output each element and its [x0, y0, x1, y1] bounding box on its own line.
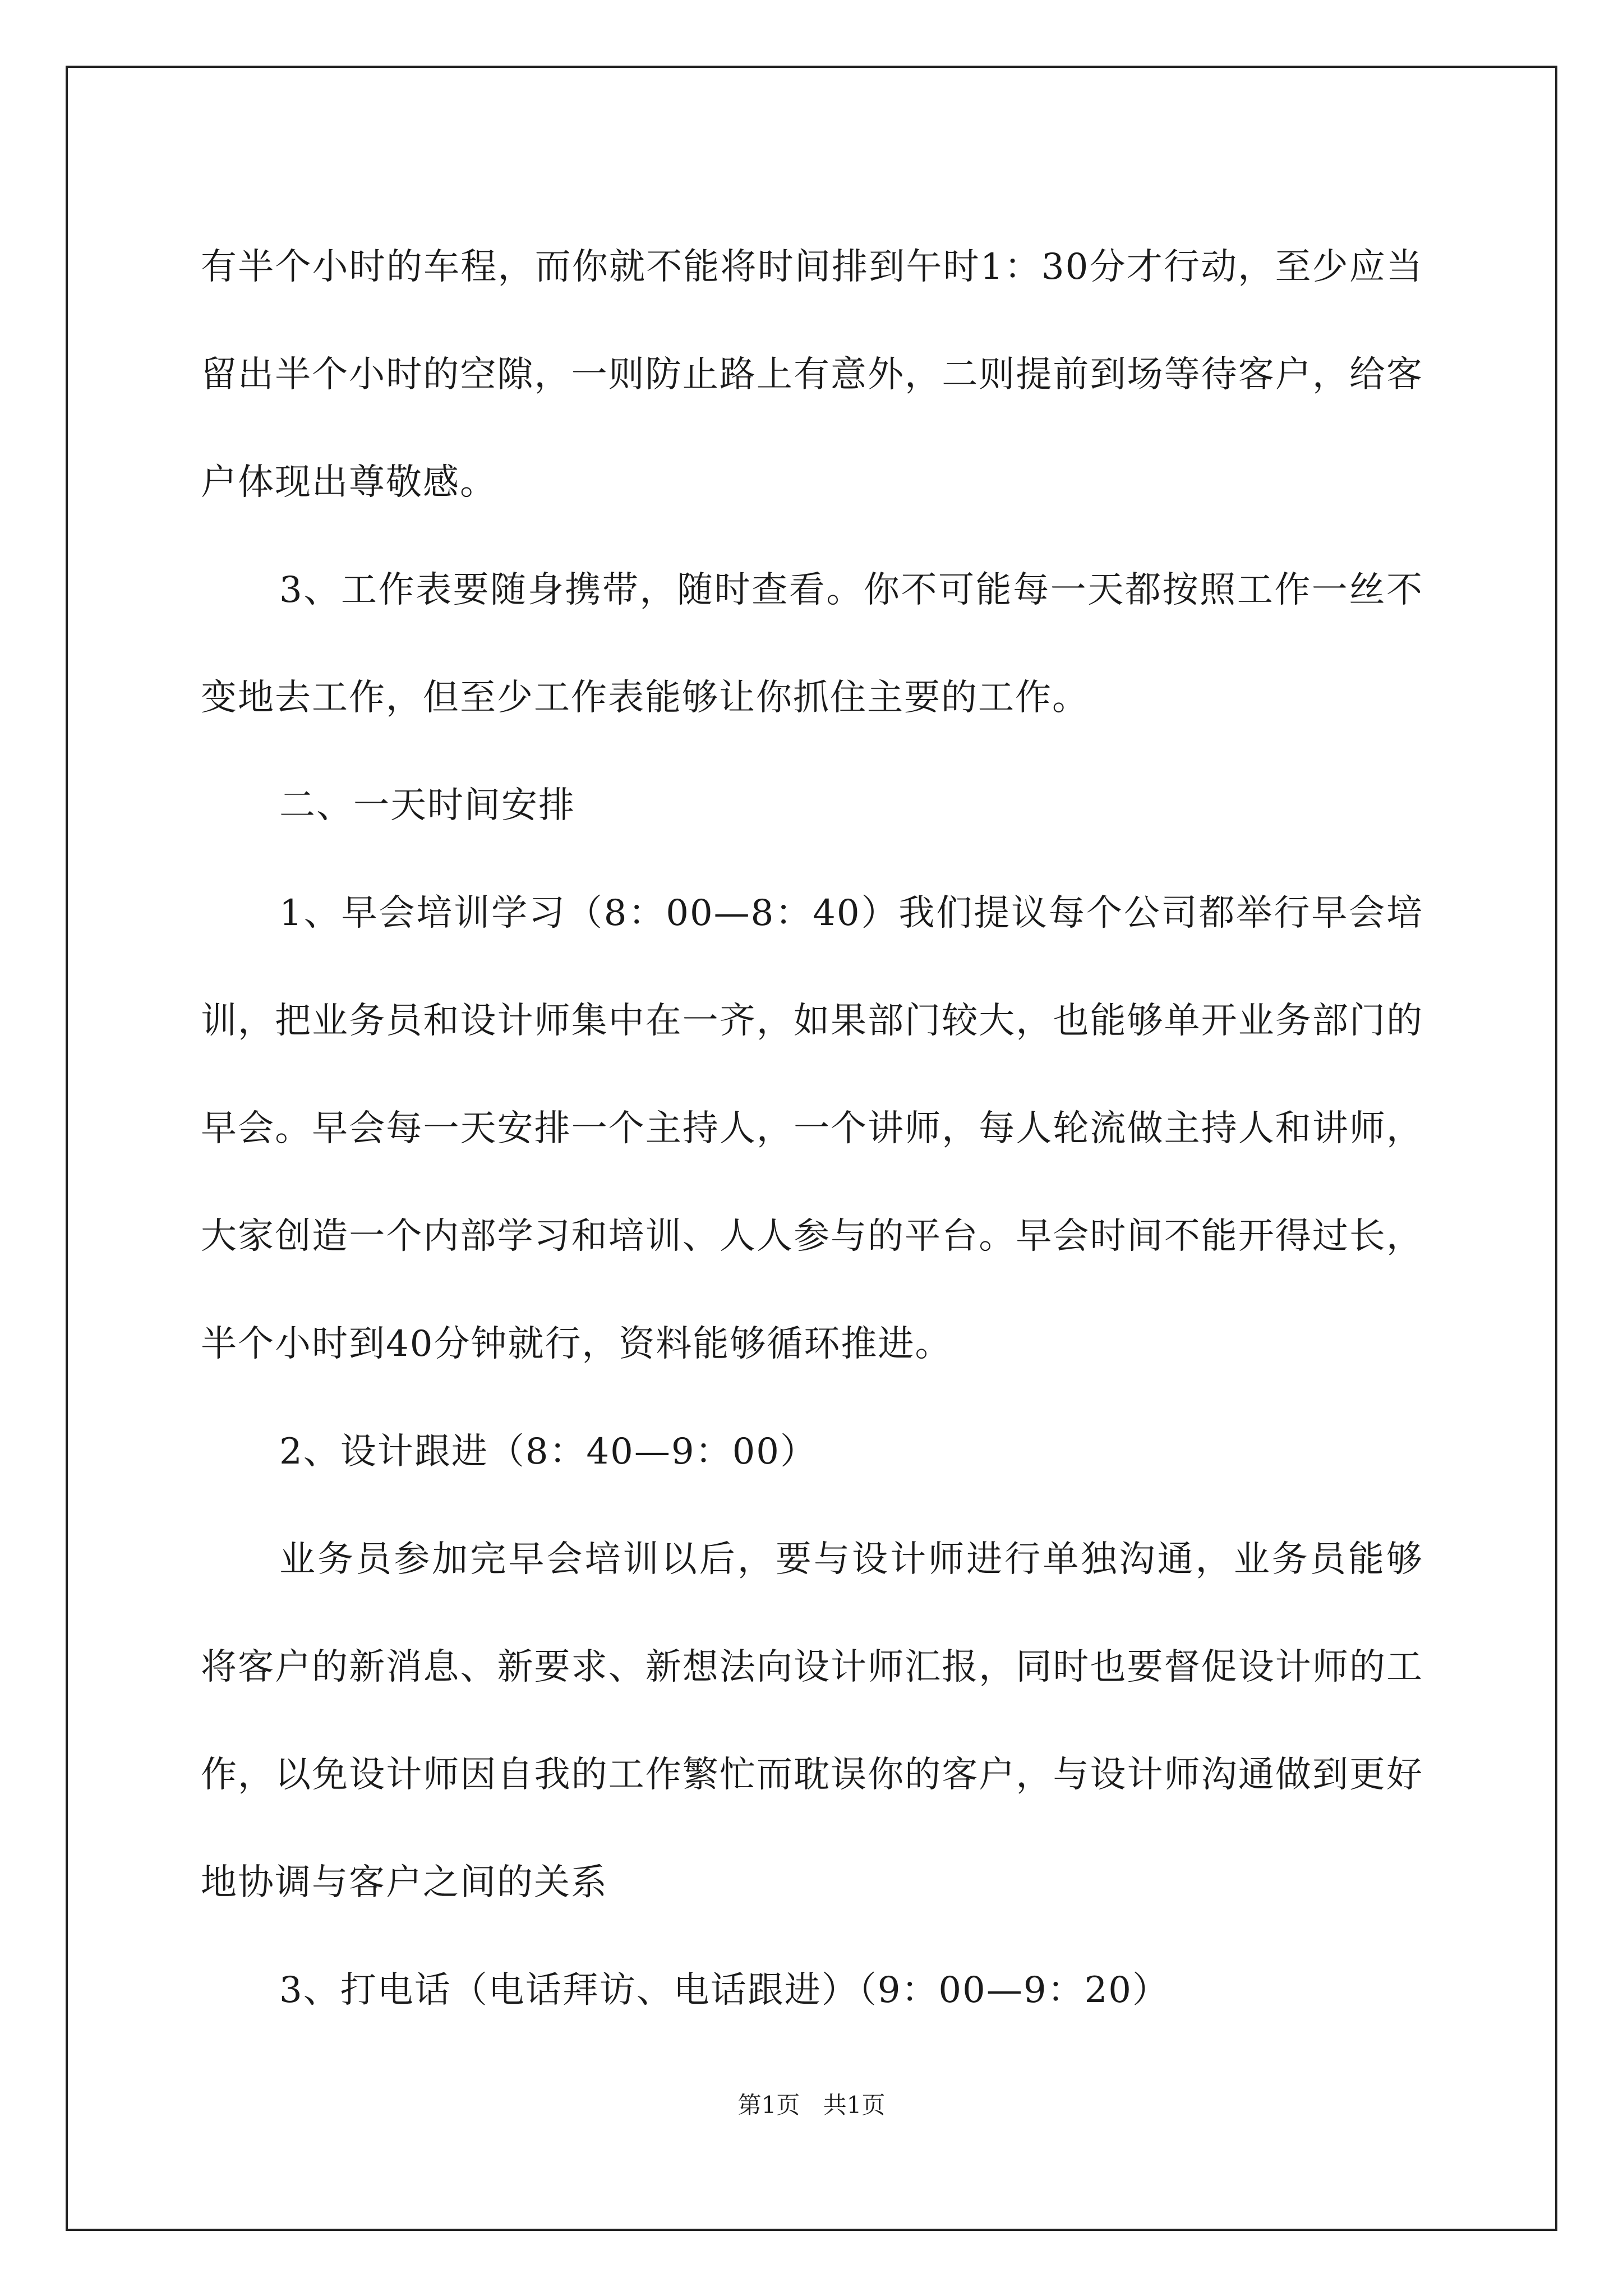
page-number: 第1页 — [737, 2091, 800, 2119]
section-heading: 二、一天时间安排 — [279, 785, 575, 826]
paragraph: 2、设计跟进（8：40—9：00） — [279, 1431, 818, 1473]
paragraph: 1、早会培训学习（8：00—8：40）我们提议每个公司都举行早会培训，把业务员和设计师集中在一齐，如果部门较大，也能够单开业务部门的早会。早会每一天安排一个主持人，一个讲师，每人轮流做主持人和讲师，大家创造一个内部学习和培训、人人参与的平台。早会时间不能开得过长，半个小时到40分钟就行，资料能够循环推进。 — [201, 892, 1423, 1365]
document-body — [201, 213, 1423, 2044]
page-total: 共1页 — [823, 2091, 886, 2119]
page-footer — [0, 2087, 1623, 2120]
paragraph: 3、打电话（电话拜访、电话跟进）（9：00—9：20） — [279, 1970, 1170, 2011]
paragraph: 业务员参加完早会培训以后，要与设计师进行单独沟通，业务员能够将客户的新消息、新要求、新想法向设计师汇报，同时也要督促设计师的工作，以免设计师因自我的工作繁忙而耽误你的客户，与设计师沟通做到更好地协调与客户之间的关系 — [201, 1539, 1423, 1903]
paragraph: 有半个小时的车程，而你就不能将时间排到午时1：30分才行动，至少应当留出半个小时的空隙，一则防止路上有意外，二则提前到场等待客户，给客户体现出尊敬感。 — [201, 246, 1423, 503]
paragraph: 3、工作表要随身携带，随时查看。你不可能每一天都按照工作一丝不变地去工作，但至少工作表能够让你抓住主要的工作。 — [201, 569, 1423, 719]
